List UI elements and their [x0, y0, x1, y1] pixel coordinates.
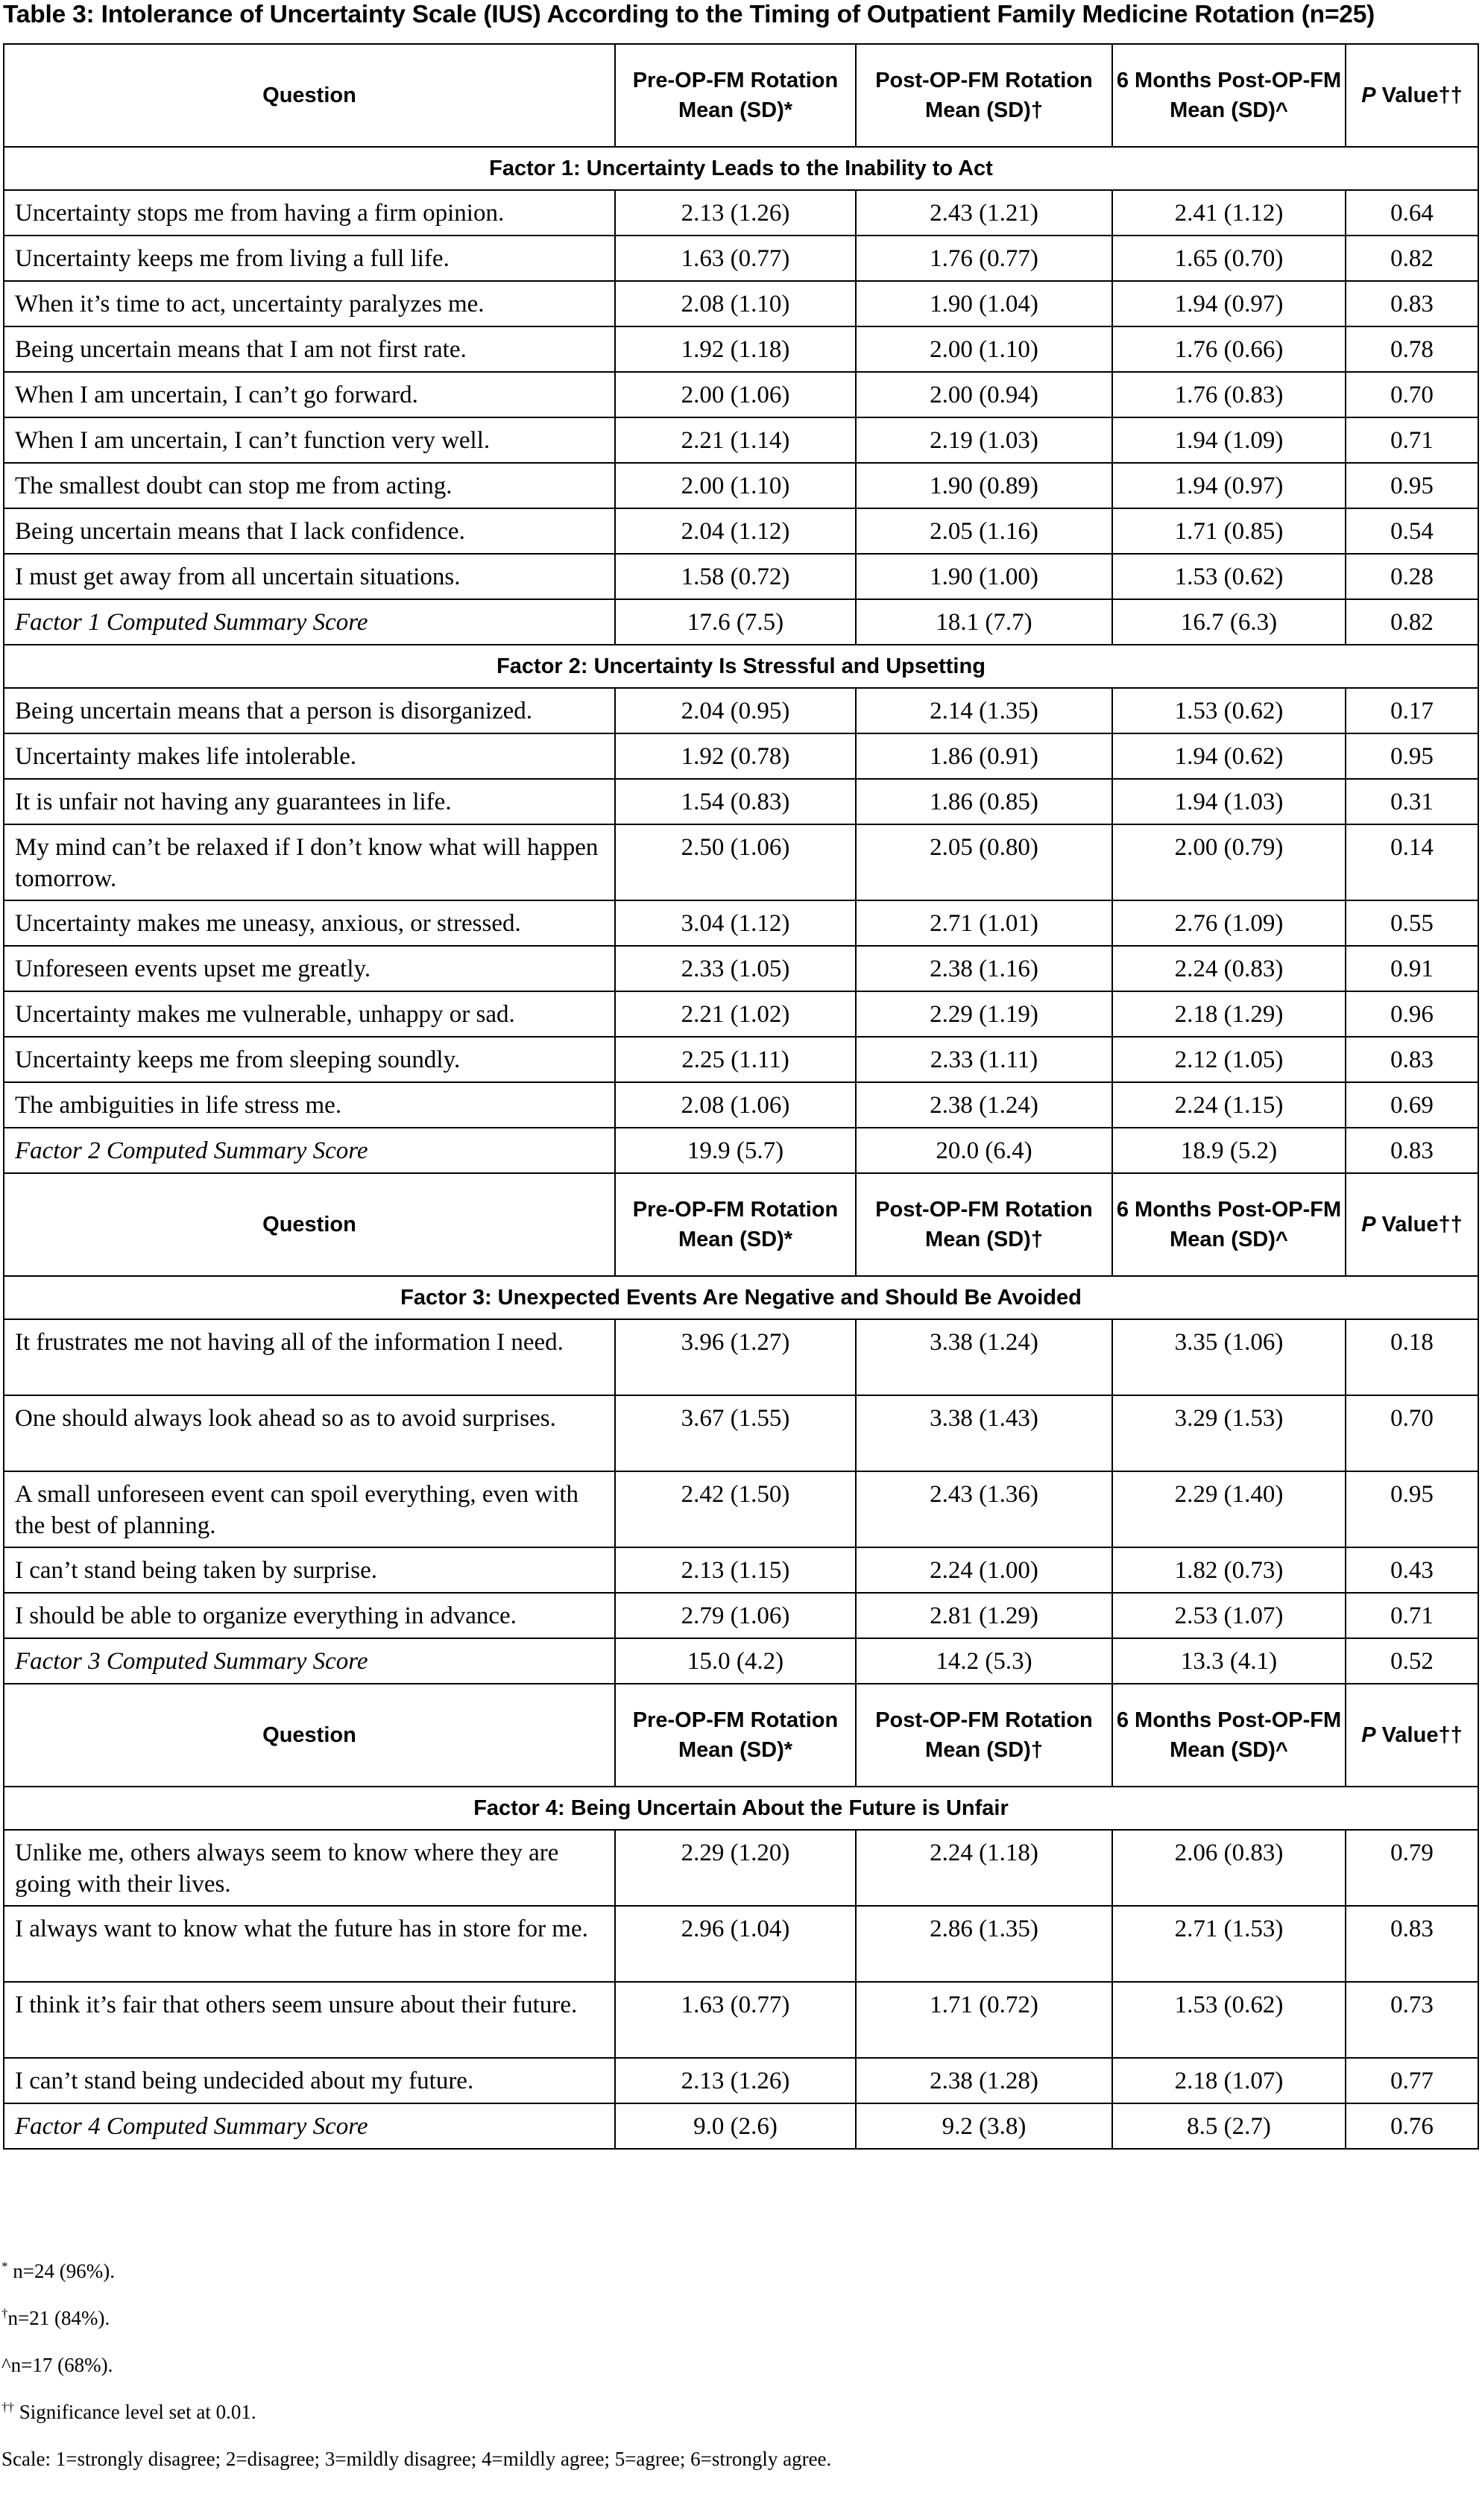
summary-score-row	[4, 1638, 1478, 1684]
six-month-mean-cell: 1.53 (0.62)	[1112, 1982, 1346, 2058]
col-header-question: Question	[4, 1173, 615, 1276]
six-month-mean-cell: 3.35 (1.06)	[1112, 1319, 1346, 1395]
p-value-cell: 0.95	[1346, 463, 1478, 508]
factor-heading-row	[4, 147, 1478, 190]
question-cell: I think it’s fair that others seem unsure about their future.	[4, 1982, 615, 2058]
pre-mean-cell: 2.33 (1.05)	[615, 946, 856, 991]
footnotes	[1, 2258, 1470, 2476]
table-row	[4, 1593, 1478, 1638]
table-row	[4, 688, 1478, 733]
p-value-cell: 0.77	[1346, 2058, 1478, 2103]
footnote-text: Scale: 1=strongly disagree; 2=disagree; 3=mildly disagree; 4=mildly agree; 5=agree; 6=strongly agree.	[1, 2448, 832, 2470]
p-value-cell: 0.54	[1346, 508, 1478, 554]
pre-mean-cell: 1.58 (0.72)	[615, 554, 856, 599]
pre-mean-cell: 2.04 (1.12)	[615, 508, 856, 554]
question-cell: Uncertainty keeps me from sleeping soundly.	[4, 1037, 615, 1082]
summary-score-row	[4, 2103, 1478, 2149]
pre-mean-cell: 2.50 (1.06)	[615, 824, 856, 900]
question-cell: Uncertainty makes me vulnerable, unhappy or sad.	[4, 991, 615, 1037]
pre-mean-cell: 2.21 (1.14)	[615, 417, 856, 463]
table-body	[4, 44, 1478, 2149]
header-row	[4, 1684, 1478, 1787]
six-month-mean-cell: 18.9 (5.2)	[1112, 1128, 1346, 1173]
post-mean-cell: 2.00 (1.10)	[856, 326, 1112, 372]
post-mean-cell: 1.86 (0.91)	[856, 733, 1112, 779]
table-row	[4, 326, 1478, 372]
factor-title: Factor 1: Uncertainty Leads to the Inability to Act	[4, 147, 1478, 190]
p-value-cell: 0.95	[1346, 1471, 1478, 1547]
p-letter: P	[1361, 83, 1376, 107]
pre-mean-cell: 2.13 (1.26)	[615, 190, 856, 236]
pre-mean-cell: 2.13 (1.15)	[615, 1547, 856, 1593]
question-cell: It frustrates me not having all of the information I need.	[4, 1319, 615, 1395]
post-mean-cell: 2.71 (1.01)	[856, 900, 1112, 946]
pre-mean-cell: 2.96 (1.04)	[615, 1906, 856, 1982]
pre-mean-cell: 2.00 (1.10)	[615, 463, 856, 508]
footnote	[1, 2352, 1470, 2399]
question-cell: Uncertainty makes me uneasy, anxious, or stressed.	[4, 900, 615, 946]
p-value-cell: 0.55	[1346, 900, 1478, 946]
question-cell: Factor 3 Computed Summary Score	[4, 1638, 615, 1684]
table-row	[4, 1471, 1478, 1547]
table-row	[4, 281, 1478, 326]
col-header-post-rotation: Post-OP-FM Rotation Mean (SD)†	[856, 1173, 1112, 1276]
table-row	[4, 779, 1478, 824]
summary-score-row	[4, 599, 1478, 645]
six-month-mean-cell: 1.94 (0.62)	[1112, 733, 1346, 779]
post-mean-cell: 1.90 (1.00)	[856, 554, 1112, 599]
post-mean-cell: 2.05 (1.16)	[856, 508, 1112, 554]
p-value-cell: 0.82	[1346, 599, 1478, 645]
footnote	[1, 2399, 1470, 2446]
p-value-cell: 0.78	[1346, 326, 1478, 372]
p-value-cell: 0.73	[1346, 1982, 1478, 2058]
pre-mean-cell: 2.13 (1.26)	[615, 2058, 856, 2103]
p-letter: P	[1361, 1723, 1376, 1747]
question-cell: Unlike me, others always seem to know where they are going with their lives.	[4, 1830, 615, 1906]
pre-mean-cell: 17.6 (7.5)	[615, 599, 856, 645]
six-month-mean-cell: 13.3 (4.1)	[1112, 1638, 1346, 1684]
col-header-six-months: 6 Months Post-OP-FM Mean (SD)^	[1112, 1173, 1346, 1276]
six-month-mean-cell: 8.5 (2.7)	[1112, 2103, 1346, 2149]
p-value-cell: 0.96	[1346, 991, 1478, 1037]
p-value-label: Value††	[1375, 83, 1463, 107]
six-month-mean-cell: 1.65 (0.70)	[1112, 236, 1346, 281]
six-month-mean-cell: 2.41 (1.12)	[1112, 190, 1346, 236]
pre-mean-cell: 19.9 (5.7)	[615, 1128, 856, 1173]
post-mean-cell: 20.0 (6.4)	[856, 1128, 1112, 1173]
p-letter: P	[1361, 1213, 1376, 1237]
six-month-mean-cell: 2.29 (1.40)	[1112, 1471, 1346, 1547]
footnote	[1, 2305, 1470, 2352]
pre-mean-cell: 2.42 (1.50)	[615, 1471, 856, 1547]
col-header-pre-rotation: Pre-OP-FM Rotation Mean (SD)*	[615, 44, 856, 147]
post-mean-cell: 2.43 (1.36)	[856, 1471, 1112, 1547]
ius-table	[3, 43, 1479, 2150]
p-value-cell: 0.95	[1346, 733, 1478, 779]
six-month-mean-cell: 1.94 (1.03)	[1112, 779, 1346, 824]
pre-mean-cell: 2.04 (0.95)	[615, 688, 856, 733]
six-month-mean-cell: 2.12 (1.05)	[1112, 1037, 1346, 1082]
table-row	[4, 946, 1478, 991]
post-mean-cell: 2.38 (1.16)	[856, 946, 1112, 991]
question-cell: Factor 2 Computed Summary Score	[4, 1128, 615, 1173]
p-value-cell: 0.82	[1346, 236, 1478, 281]
post-mean-cell: 2.29 (1.19)	[856, 991, 1112, 1037]
pre-mean-cell: 2.29 (1.20)	[615, 1830, 856, 1906]
footnote-text: Significance level set at 0.01.	[14, 2401, 256, 2423]
pre-mean-cell: 1.92 (0.78)	[615, 733, 856, 779]
p-value-cell: 0.43	[1346, 1547, 1478, 1593]
table-row	[4, 1037, 1478, 1082]
six-month-mean-cell: 2.24 (1.15)	[1112, 1082, 1346, 1128]
six-month-mean-cell: 2.24 (0.83)	[1112, 946, 1346, 991]
table-row	[4, 900, 1478, 946]
p-value-cell: 0.31	[1346, 779, 1478, 824]
p-value-cell: 0.71	[1346, 1593, 1478, 1638]
six-month-mean-cell: 1.76 (0.66)	[1112, 326, 1346, 372]
pre-mean-cell: 3.67 (1.55)	[615, 1395, 856, 1471]
table-row	[4, 2058, 1478, 2103]
six-month-mean-cell: 2.71 (1.53)	[1112, 1906, 1346, 1982]
post-mean-cell: 2.38 (1.28)	[856, 2058, 1112, 2103]
footnote-mark: *	[1, 2259, 8, 2273]
p-value-cell: 0.18	[1346, 1319, 1478, 1395]
footnote-text: ^n=17 (68%).	[1, 2354, 113, 2376]
pre-mean-cell: 2.25 (1.11)	[615, 1037, 856, 1082]
post-mean-cell: 1.90 (1.04)	[856, 281, 1112, 326]
p-value-cell: 0.83	[1346, 1906, 1478, 1982]
six-month-mean-cell: 1.94 (0.97)	[1112, 281, 1346, 326]
footnote-text: n=21 (84%).	[7, 2307, 110, 2329]
question-cell: The ambiguities in life stress me.	[4, 1082, 615, 1128]
table-row	[4, 508, 1478, 554]
table-row	[4, 824, 1478, 900]
p-value-label: Value††	[1375, 1723, 1463, 1747]
p-value-cell: 0.91	[1346, 946, 1478, 991]
p-value-cell: 0.52	[1346, 1638, 1478, 1684]
col-header-post-rotation: Post-OP-FM Rotation Mean (SD)†	[856, 1684, 1112, 1787]
question-cell: Factor 4 Computed Summary Score	[4, 2103, 615, 2149]
factor-heading-row	[4, 1276, 1478, 1319]
pre-mean-cell: 15.0 (4.2)	[615, 1638, 856, 1684]
six-month-mean-cell: 1.76 (0.83)	[1112, 372, 1346, 417]
question-cell: Factor 1 Computed Summary Score	[4, 599, 615, 645]
question-cell: Uncertainty keeps me from living a full life.	[4, 236, 615, 281]
header-row	[4, 44, 1478, 147]
col-header-pre-rotation: Pre-OP-FM Rotation Mean (SD)*	[615, 1173, 856, 1276]
table-row	[4, 1906, 1478, 1982]
footnote	[1, 2258, 1470, 2305]
question-cell: A small unforeseen event can spoil everything, even with the best of planning.	[4, 1471, 615, 1547]
table-row	[4, 417, 1478, 463]
p-value-cell: 0.71	[1346, 417, 1478, 463]
footnote-text: n=24 (96%).	[7, 2260, 115, 2282]
post-mean-cell: 1.86 (0.85)	[856, 779, 1112, 824]
post-mean-cell: 1.76 (0.77)	[856, 236, 1112, 281]
table-row	[4, 733, 1478, 779]
p-value-label: Value††	[1375, 1213, 1463, 1237]
p-value-cell: 0.28	[1346, 554, 1478, 599]
question-cell: My mind can’t be relaxed if I don’t know what will happen tomorrow.	[4, 824, 615, 900]
pre-mean-cell: 2.08 (1.10)	[615, 281, 856, 326]
question-cell: One should always look ahead so as to avoid surprises.	[4, 1395, 615, 1471]
summary-score-row	[4, 1128, 1478, 1173]
col-header-six-months: 6 Months Post-OP-FM Mean (SD)^	[1112, 1684, 1346, 1787]
table-row	[4, 463, 1478, 508]
col-header-pre-rotation: Pre-OP-FM Rotation Mean (SD)*	[615, 1684, 856, 1787]
question-cell: Uncertainty stops me from having a firm opinion.	[4, 190, 615, 236]
six-month-mean-cell: 1.53 (0.62)	[1112, 688, 1346, 733]
p-value-cell: 0.83	[1346, 1128, 1478, 1173]
six-month-mean-cell: 1.53 (0.62)	[1112, 554, 1346, 599]
question-cell: Uncertainty makes life intolerable.	[4, 733, 615, 779]
table-row	[4, 991, 1478, 1037]
question-cell: When I am uncertain, I can’t function very well.	[4, 417, 615, 463]
six-month-mean-cell: 3.29 (1.53)	[1112, 1395, 1346, 1471]
six-month-mean-cell: 2.76 (1.09)	[1112, 900, 1346, 946]
question-cell: I can’t stand being taken by surprise.	[4, 1547, 615, 1593]
post-mean-cell: 2.33 (1.11)	[856, 1037, 1112, 1082]
p-value-cell: 0.70	[1346, 372, 1478, 417]
col-header-six-months: 6 Months Post-OP-FM Mean (SD)^	[1112, 44, 1346, 147]
table-title: Table 3: Intolerance of Uncertainty Scale (IUS) According to the Timing of Outpatient Family Medicine Rotation (n=25)	[3, 1, 1375, 28]
table-row	[4, 1082, 1478, 1128]
question-cell: The smallest doubt can stop me from acting.	[4, 463, 615, 508]
post-mean-cell: 1.90 (0.89)	[856, 463, 1112, 508]
question-cell: Being uncertain means that I am not first rate.	[4, 326, 615, 372]
post-mean-cell: 2.24 (1.18)	[856, 1830, 1112, 1906]
col-header-p-value	[1346, 44, 1478, 147]
factor-title: Factor 2: Uncertainty Is Stressful and Upsetting	[4, 645, 1478, 688]
post-mean-cell: 2.14 (1.35)	[856, 688, 1112, 733]
question-cell: Being uncertain means that I lack confidence.	[4, 508, 615, 554]
pre-mean-cell: 1.92 (1.18)	[615, 326, 856, 372]
table-row	[4, 1982, 1478, 2058]
question-cell: I always want to know what the future has in store for me.	[4, 1906, 615, 1982]
table-row	[4, 1319, 1478, 1395]
six-month-mean-cell: 1.94 (0.97)	[1112, 463, 1346, 508]
six-month-mean-cell: 2.00 (0.79)	[1112, 824, 1346, 900]
post-mean-cell: 9.2 (3.8)	[856, 2103, 1112, 2149]
p-value-cell: 0.79	[1346, 1830, 1478, 1906]
p-value-cell: 0.83	[1346, 281, 1478, 326]
p-value-cell: 0.64	[1346, 190, 1478, 236]
col-header-p-value	[1346, 1684, 1478, 1787]
pre-mean-cell: 2.21 (1.02)	[615, 991, 856, 1037]
post-mean-cell: 2.86 (1.35)	[856, 1906, 1112, 1982]
col-header-question: Question	[4, 1684, 615, 1787]
post-mean-cell: 3.38 (1.43)	[856, 1395, 1112, 1471]
six-month-mean-cell: 2.53 (1.07)	[1112, 1593, 1346, 1638]
p-value-cell: 0.17	[1346, 688, 1478, 733]
table-row	[4, 1830, 1478, 1906]
table-row	[4, 236, 1478, 281]
six-month-mean-cell: 2.06 (0.83)	[1112, 1830, 1346, 1906]
col-header-question: Question	[4, 44, 615, 147]
question-cell: I can’t stand being undecided about my future.	[4, 2058, 615, 2103]
footnote-mark: ††	[1, 2400, 14, 2414]
table-row	[4, 554, 1478, 599]
question-cell: I should be able to organize everything in advance.	[4, 1593, 615, 1638]
six-month-mean-cell: 1.71 (0.85)	[1112, 508, 1346, 554]
table-row	[4, 190, 1478, 236]
col-header-p-value	[1346, 1173, 1478, 1276]
factor-heading-row	[4, 1787, 1478, 1830]
question-cell: When I am uncertain, I can’t go forward.	[4, 372, 615, 417]
header-row	[4, 1173, 1478, 1276]
post-mean-cell: 14.2 (5.3)	[856, 1638, 1112, 1684]
post-mean-cell: 2.19 (1.03)	[856, 417, 1112, 463]
post-mean-cell: 3.38 (1.24)	[856, 1319, 1112, 1395]
six-month-mean-cell: 1.94 (1.09)	[1112, 417, 1346, 463]
question-cell: I must get away from all uncertain situations.	[4, 554, 615, 599]
pre-mean-cell: 1.63 (0.77)	[615, 236, 856, 281]
six-month-mean-cell: 1.82 (0.73)	[1112, 1547, 1346, 1593]
pre-mean-cell: 1.63 (0.77)	[615, 1982, 856, 2058]
post-mean-cell: 2.05 (0.80)	[856, 824, 1112, 900]
question-cell: Being uncertain means that a person is disorganized.	[4, 688, 615, 733]
pre-mean-cell: 2.00 (1.06)	[615, 372, 856, 417]
factor-title: Factor 4: Being Uncertain About the Future is Unfair	[4, 1787, 1478, 1830]
question-cell: It is unfair not having any guarantees in life.	[4, 779, 615, 824]
pre-mean-cell: 1.54 (0.83)	[615, 779, 856, 824]
p-value-cell: 0.69	[1346, 1082, 1478, 1128]
table-row	[4, 1547, 1478, 1593]
post-mean-cell: 1.71 (0.72)	[856, 1982, 1112, 2058]
p-value-cell: 0.70	[1346, 1395, 1478, 1471]
pre-mean-cell: 9.0 (2.6)	[615, 2103, 856, 2149]
pre-mean-cell: 3.96 (1.27)	[615, 1319, 856, 1395]
post-mean-cell: 2.81 (1.29)	[856, 1593, 1112, 1638]
six-month-mean-cell: 2.18 (1.07)	[1112, 2058, 1346, 2103]
post-mean-cell: 2.38 (1.24)	[856, 1082, 1112, 1128]
question-cell: When it’s time to act, uncertainty paralyzes me.	[4, 281, 615, 326]
p-value-cell: 0.76	[1346, 2103, 1478, 2149]
pre-mean-cell: 2.79 (1.06)	[615, 1593, 856, 1638]
post-mean-cell: 2.00 (0.94)	[856, 372, 1112, 417]
p-value-cell: 0.83	[1346, 1037, 1478, 1082]
pre-mean-cell: 2.08 (1.06)	[615, 1082, 856, 1128]
post-mean-cell: 18.1 (7.7)	[856, 599, 1112, 645]
six-month-mean-cell: 16.7 (6.3)	[1112, 599, 1346, 645]
col-header-post-rotation: Post-OP-FM Rotation Mean (SD)†	[856, 44, 1112, 147]
factor-heading-row	[4, 645, 1478, 688]
post-mean-cell: 2.43 (1.21)	[856, 190, 1112, 236]
six-month-mean-cell: 2.18 (1.29)	[1112, 991, 1346, 1037]
factor-title: Factor 3: Unexpected Events Are Negative and Should Be Avoided	[4, 1276, 1478, 1319]
footnote	[1, 2446, 1470, 2476]
table-row	[4, 1395, 1478, 1471]
post-mean-cell: 2.24 (1.00)	[856, 1547, 1112, 1593]
footnote-mark: †	[1, 2306, 8, 2320]
question-cell: Unforeseen events upset me greatly.	[4, 946, 615, 991]
table-row	[4, 372, 1478, 417]
pre-mean-cell: 3.04 (1.12)	[615, 900, 856, 946]
p-value-cell: 0.14	[1346, 824, 1478, 900]
